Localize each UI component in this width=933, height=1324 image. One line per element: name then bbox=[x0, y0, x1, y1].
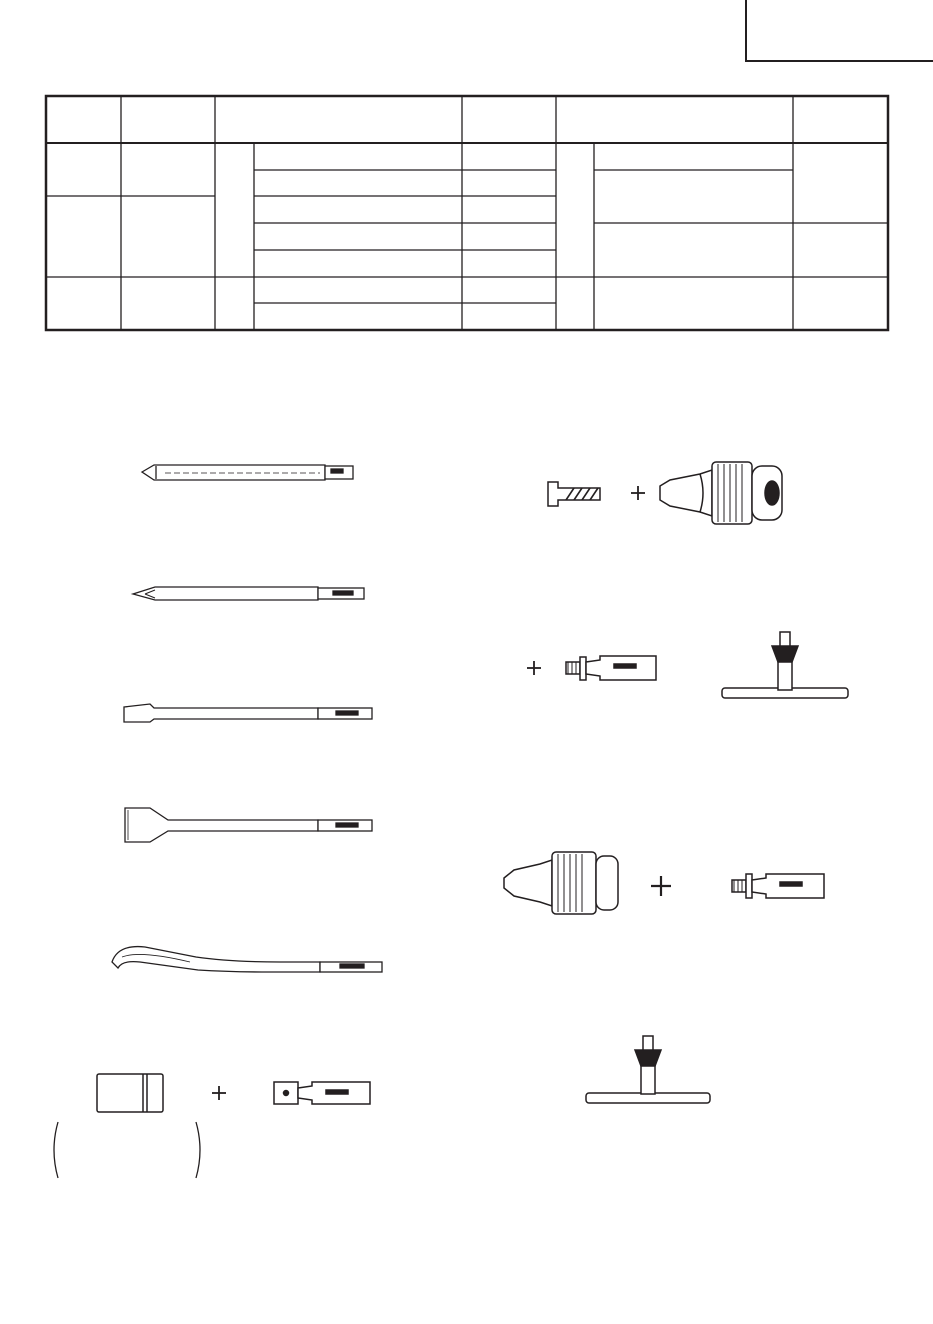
chuck-key-icon bbox=[586, 1036, 710, 1103]
drill-chuck-and-adapter-icon bbox=[504, 852, 824, 914]
scaling-chisel-icon bbox=[125, 808, 372, 842]
chuck-screw-and-drill-chuck-icon bbox=[548, 462, 782, 524]
cold-chisel-icon bbox=[124, 704, 372, 722]
chuck-adapter-and-chuck-key-icon bbox=[527, 632, 848, 698]
drill-bit-icon bbox=[142, 465, 353, 480]
bull-point-icon bbox=[133, 587, 364, 600]
socket-and-adapter-icon bbox=[54, 1074, 370, 1178]
grooving-chisel-icon bbox=[112, 947, 382, 972]
